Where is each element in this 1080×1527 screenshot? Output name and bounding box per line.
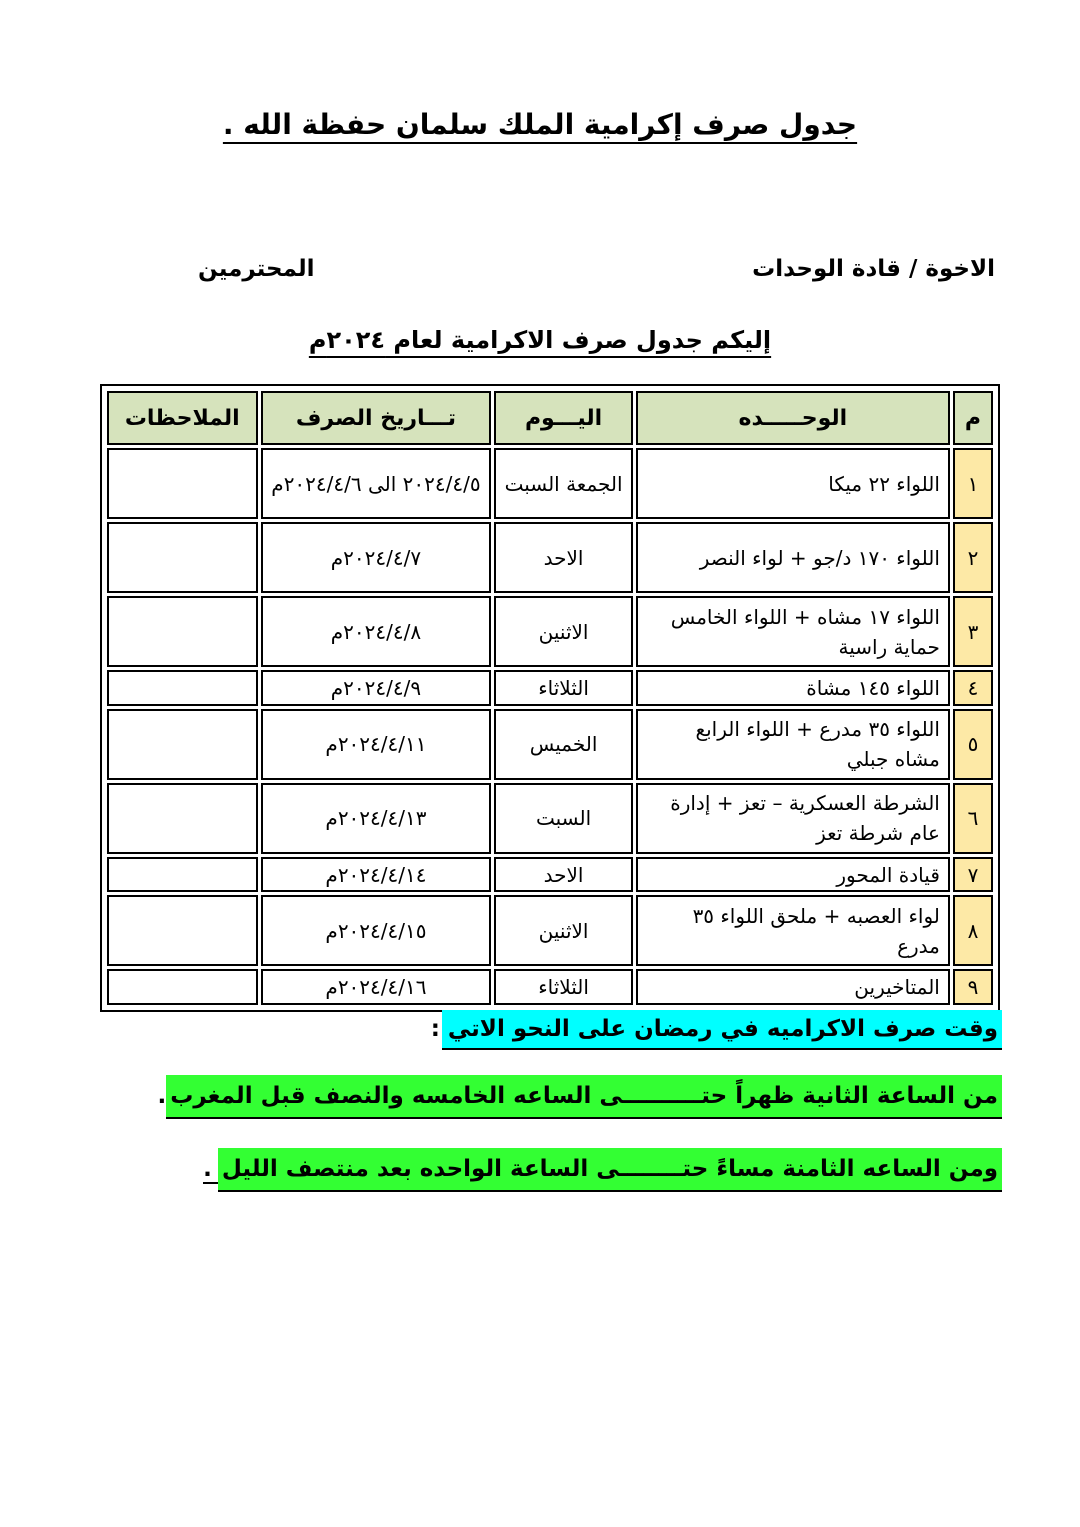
- row-day: الثلاثاء: [494, 969, 632, 1005]
- row-unit: اللواء ١٧ مشاه + اللواء الخامس حماية راسية: [636, 596, 950, 667]
- header-notes: الملاحظات: [107, 391, 258, 445]
- page-title: جدول صرف إكرامية الملك سلمان حفظة الله .: [222, 108, 858, 141]
- row-day: الجمعة السبت: [494, 448, 632, 519]
- row-notes: [107, 522, 258, 593]
- subtitle: إليكم جدول صرف الاكرامية لعام ٢٠٢٤م: [308, 326, 772, 354]
- row-number: ٧: [953, 857, 993, 893]
- table-row: [107, 670, 993, 706]
- row-notes: [107, 857, 258, 893]
- subtitle-block: [0, 326, 1080, 354]
- greeting: المحترمين: [198, 256, 315, 282]
- table-row: [107, 596, 993, 667]
- timing-line-night: [203, 1156, 1002, 1182]
- timing-line-afternoon: [157, 1083, 1002, 1109]
- row-number: ٥: [953, 709, 993, 780]
- row-day: الاحد: [494, 522, 632, 593]
- row-notes: [107, 448, 258, 519]
- row-day: السبت: [494, 783, 632, 854]
- row-date: ٢٠٢٤/٤/١٥م: [261, 895, 492, 966]
- row-date: ٢٠٢٤/٤/١١م: [261, 709, 492, 780]
- row-unit: المتاخيرين: [636, 969, 950, 1005]
- row-unit: اللواء ٢٢ ميكا: [636, 448, 950, 519]
- row-day: الاحد: [494, 857, 632, 893]
- row-date: ٢٠٢٤/٤/٨م: [261, 596, 492, 667]
- addressee: الاخوة / قادة الوحدات: [752, 256, 995, 282]
- timing-heading: [431, 1016, 1002, 1042]
- row-unit: اللواء ١٤٥ مشاة: [636, 670, 950, 706]
- row-notes: [107, 709, 258, 780]
- schedule-table: [104, 388, 996, 1008]
- row-unit: اللواء ١٧٠ د/جو + لواء النصر: [636, 522, 950, 593]
- page-title-block: [0, 108, 1080, 141]
- row-date: ٢٠٢٤/٤/٥ الى ٢٠٢٤/٤/٦م: [261, 448, 492, 519]
- timing-heading-text: وقت صرف الاكراميه في رمضان على النحو الاتي: [442, 1010, 1002, 1050]
- row-notes: [107, 895, 258, 966]
- row-day: الثلاثاء: [494, 670, 632, 706]
- row-notes: [107, 969, 258, 1005]
- row-date: ٢٠٢٤/٤/١٣م: [261, 783, 492, 854]
- table-row: [107, 857, 993, 893]
- timing-line-afternoon-text: من الساعة الثانية ظهراً حتــــــــــى الساعه الخامسه والنصف قبل المغرب: [166, 1075, 1002, 1119]
- row-day: الاثنين: [494, 895, 632, 966]
- row-date: ٢٠٢٤/٤/٧م: [261, 522, 492, 593]
- timing-line-night-period: .: [203, 1156, 218, 1184]
- row-unit: قيادة المحور: [636, 857, 950, 893]
- header-unit: الوحـــــده: [636, 391, 950, 445]
- timing-heading-colon: :: [430, 1016, 440, 1042]
- table-row: [107, 969, 993, 1005]
- row-unit: لواء العصبه + ملحق اللواء ٣٥ مدرع: [636, 895, 950, 966]
- timing-line-night-text: ومن الساعه الثامنة مساءً حتــــــــى الساعة الواحده بعد منتصف الليل: [218, 1148, 1002, 1192]
- row-notes: [107, 783, 258, 854]
- row-day: الخميس: [494, 709, 632, 780]
- row-number: ٦: [953, 783, 993, 854]
- row-unit: الشرطة العسكرية – تعز + إدارة عام شرطة تعز: [636, 783, 950, 854]
- header-day: اليـــوم: [494, 391, 632, 445]
- row-date: ٢٠٢٤/٤/٩م: [261, 670, 492, 706]
- table-row: [107, 709, 993, 780]
- row-number: ٩: [953, 969, 993, 1005]
- row-day: الاثنين: [494, 596, 632, 667]
- header-date: تـــاريخ الصرف: [261, 391, 492, 445]
- row-number: ١: [953, 448, 993, 519]
- row-number: ٨: [953, 895, 993, 966]
- row-notes: [107, 596, 258, 667]
- row-date: ٢٠٢٤/٤/١٦م: [261, 969, 492, 1005]
- row-number: ٤: [953, 670, 993, 706]
- table-row: [107, 895, 993, 966]
- table-row: [107, 783, 993, 854]
- row-notes: [107, 670, 258, 706]
- table-row: [107, 522, 993, 593]
- row-number: ٣: [953, 596, 993, 667]
- row-unit: اللواء ٣٥ مدرع + اللواء الرابع مشاه جبلي: [636, 709, 950, 780]
- table-header-row: [107, 391, 993, 445]
- timing-line-afternoon-period: .: [157, 1083, 167, 1109]
- header-number: م: [953, 391, 993, 445]
- row-date: ٢٠٢٤/٤/١٤م: [261, 857, 492, 893]
- table-row: [107, 448, 993, 519]
- schedule-table-frame: [100, 384, 1000, 1012]
- row-number: ٢: [953, 522, 993, 593]
